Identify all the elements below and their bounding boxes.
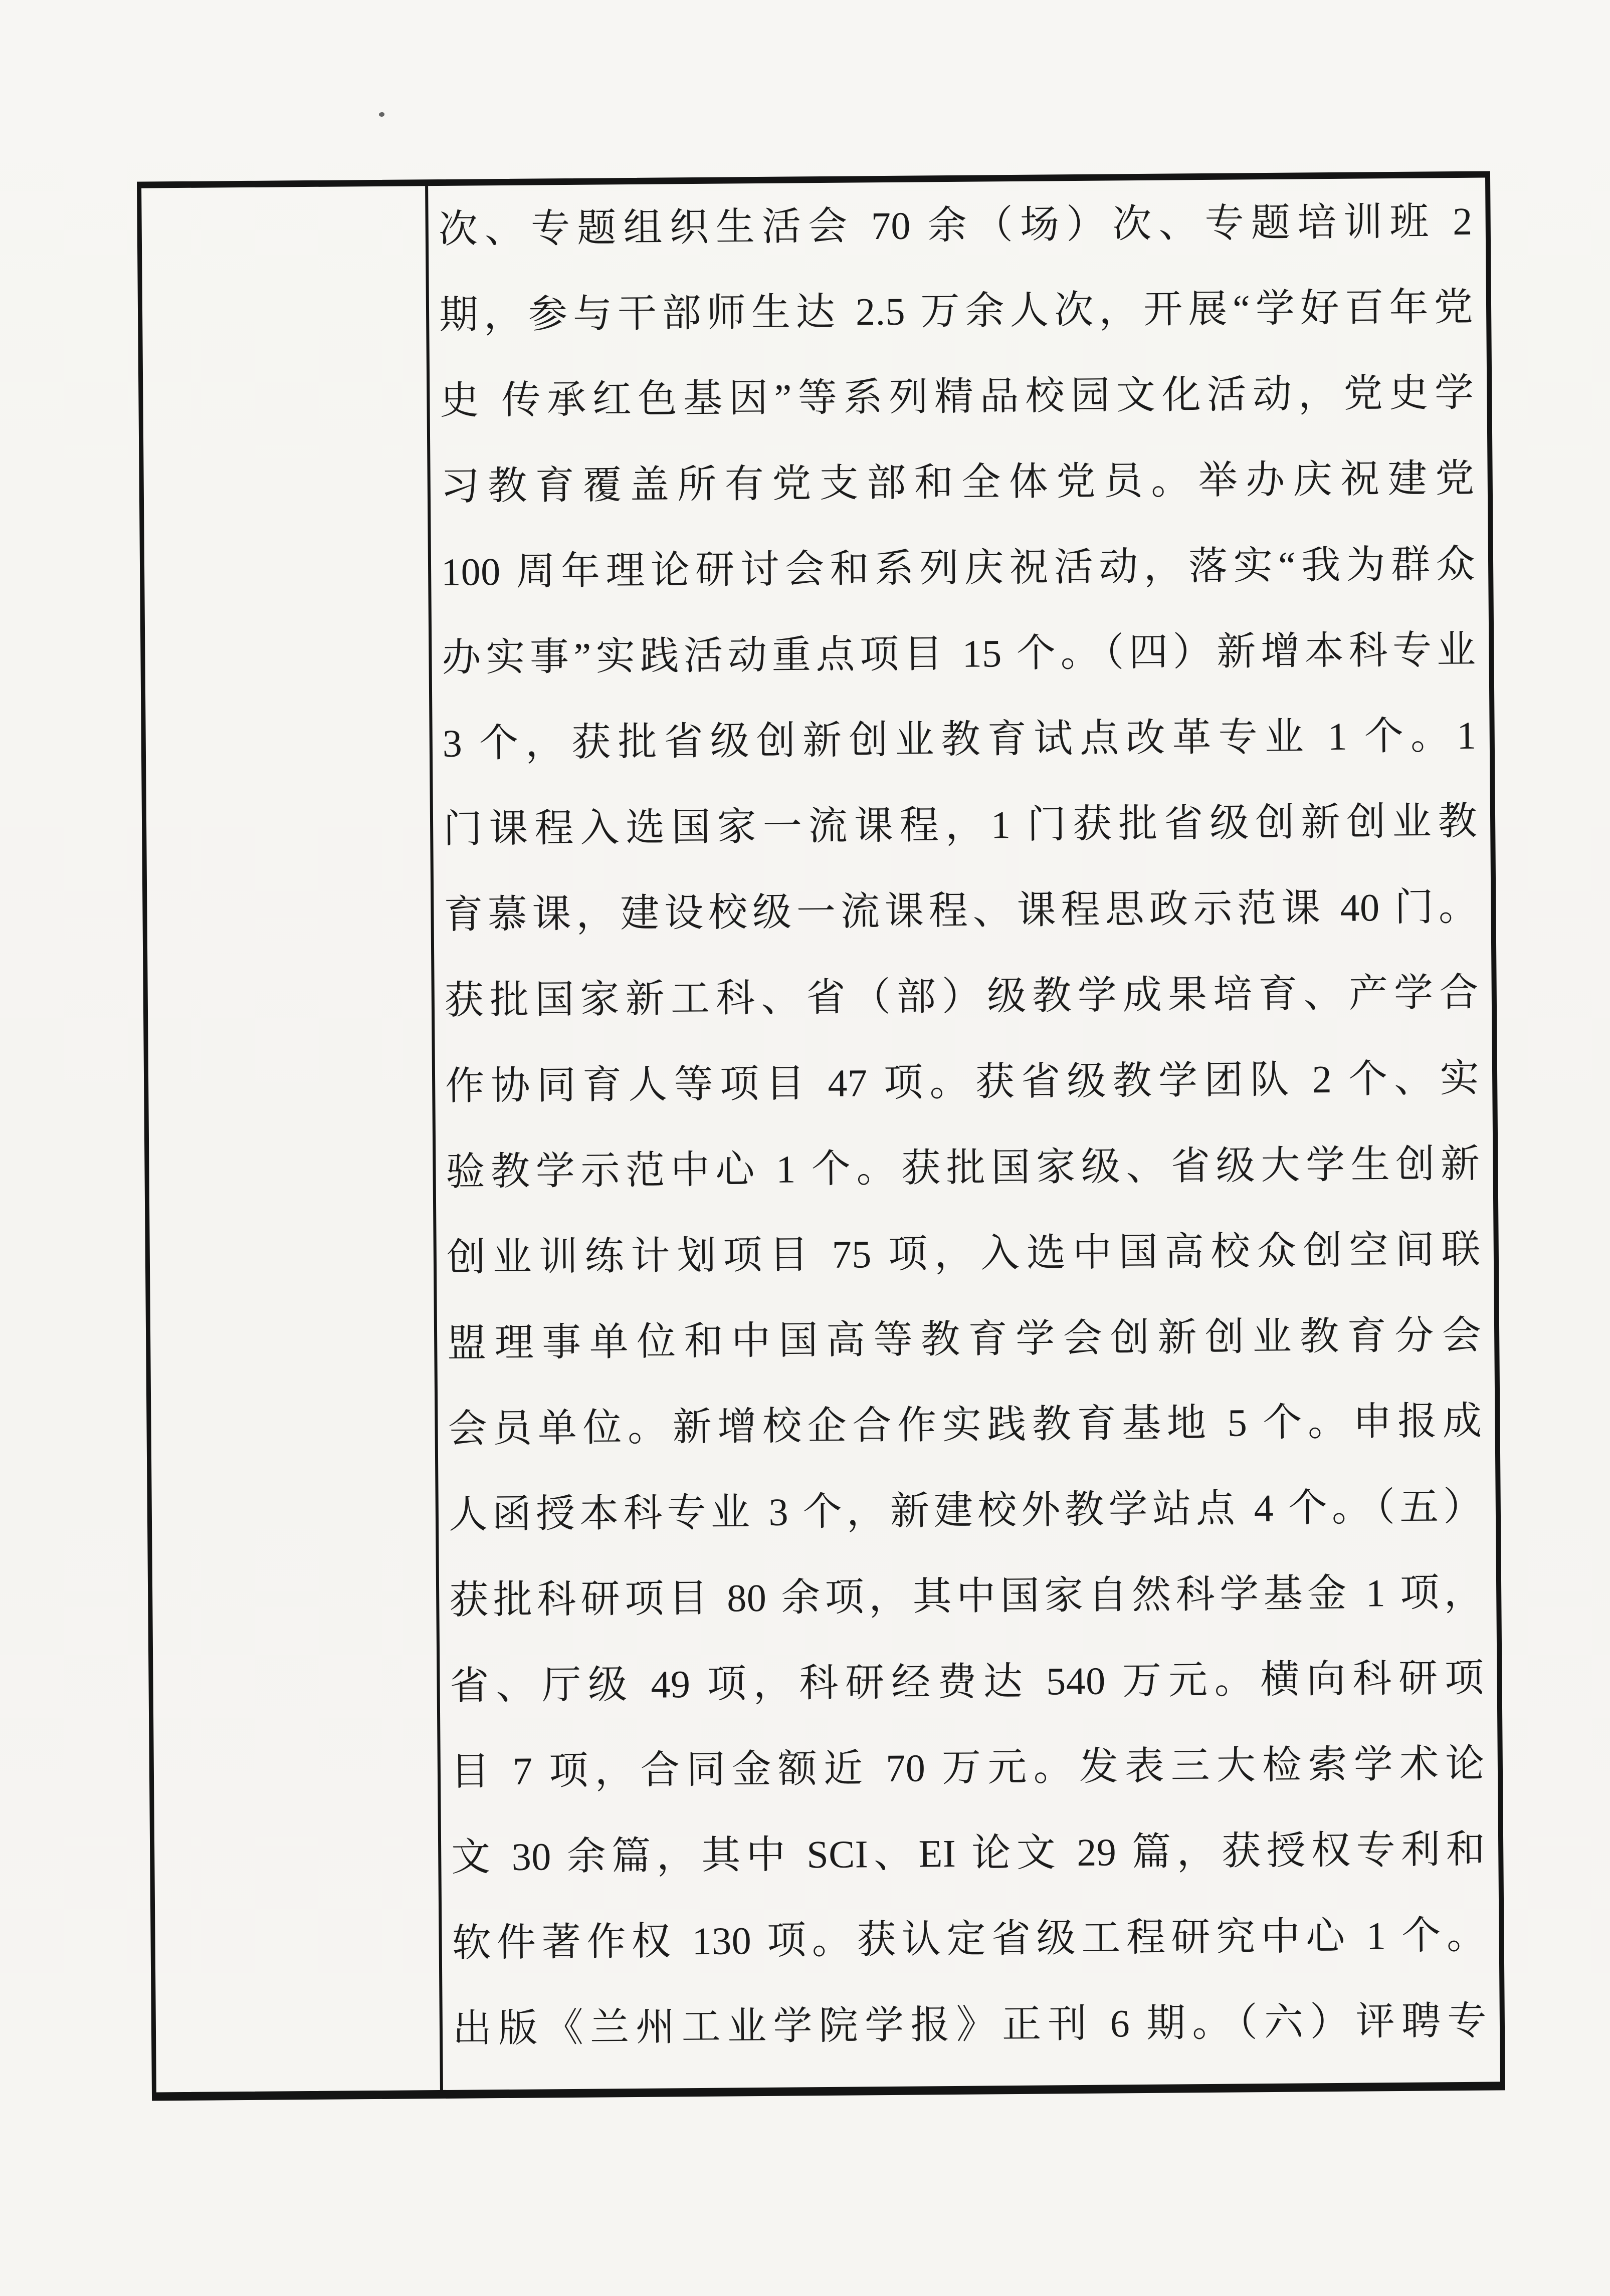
- document-table: [137, 171, 1505, 2101]
- text-line: 习教育覆盖所有党支部和全体党员。举办庆祝建党: [440, 456, 1475, 508]
- table-cell-content: [428, 178, 1500, 2090]
- scan-artifact-dot: [379, 112, 384, 117]
- text-line: 创业训练计划项目 75 项，入选中国高校众创空间联: [446, 1227, 1481, 1279]
- text-line: 育慕课，建设校级一流课程、课程思政示范课 40 门。: [444, 884, 1478, 937]
- text-line: 人函授本科专业 3 个，新建校外教学站点 4 个。（五）: [448, 1484, 1483, 1536]
- text-line: 验教学示范中心 1 个。获批国家级、省级大学生创新: [446, 1141, 1480, 1194]
- text-line: 出版《兰州工业学院学报》正刊 6 期。（六）评聘专: [452, 1998, 1487, 2050]
- text-line: 盟理事单位和中国高等教育学会创新创业教育分会: [447, 1313, 1482, 1365]
- table-cell-label-empty: [141, 186, 443, 2092]
- text-line: 文 30 余篇，其中 SCI、EI 论文 29 篇，获授权专利和: [451, 1827, 1486, 1879]
- text-line: 史 传承红色基因”等系列精品校园文化活动，党史学: [440, 370, 1474, 422]
- text-line: 会员单位。新增校企合作实践教育基地 5 个。申报成: [448, 1399, 1482, 1451]
- text-line: 省、厅级 49 项，科研经费达 540 万元。横向科研项: [450, 1656, 1484, 1708]
- text-line: 100 周年理论研讨会和系列庆祝活动，落实“我为群众: [441, 542, 1476, 594]
- text-line: 软件著作权 130 项。获认定省级工程研究中心 1 个。: [452, 1913, 1486, 1965]
- text-line: 期，参与干部师生达 2.5 万余人次，开展“学好百年党: [439, 285, 1474, 337]
- text-line: 3 个，获批省级创新创业教育试点改革专业 1 个。1: [442, 713, 1477, 765]
- text-line: 获批国家新工科、省（部）级教学成果培育、产学合: [444, 970, 1479, 1022]
- text-line: 目 7 项，合同金额近 70 万元。发表三大检索学术论: [450, 1741, 1485, 1793]
- text-line: 获批科研项目 80 余项，其中国家自然科学基金 1 项，: [449, 1570, 1484, 1622]
- text-line: 办实事”实践活动重点项目 15 个。（四）新增本科专业: [442, 627, 1476, 679]
- text-line: 次、专题组织生活会 70 余（场）次、专题培训班 2: [438, 199, 1473, 251]
- text-line: 作协同育人等项目 47 项。获省级教学团队 2 个、实: [445, 1056, 1480, 1108]
- text-line: 门课程入选国家一流课程，1 门获批省级创新创业教: [443, 799, 1478, 851]
